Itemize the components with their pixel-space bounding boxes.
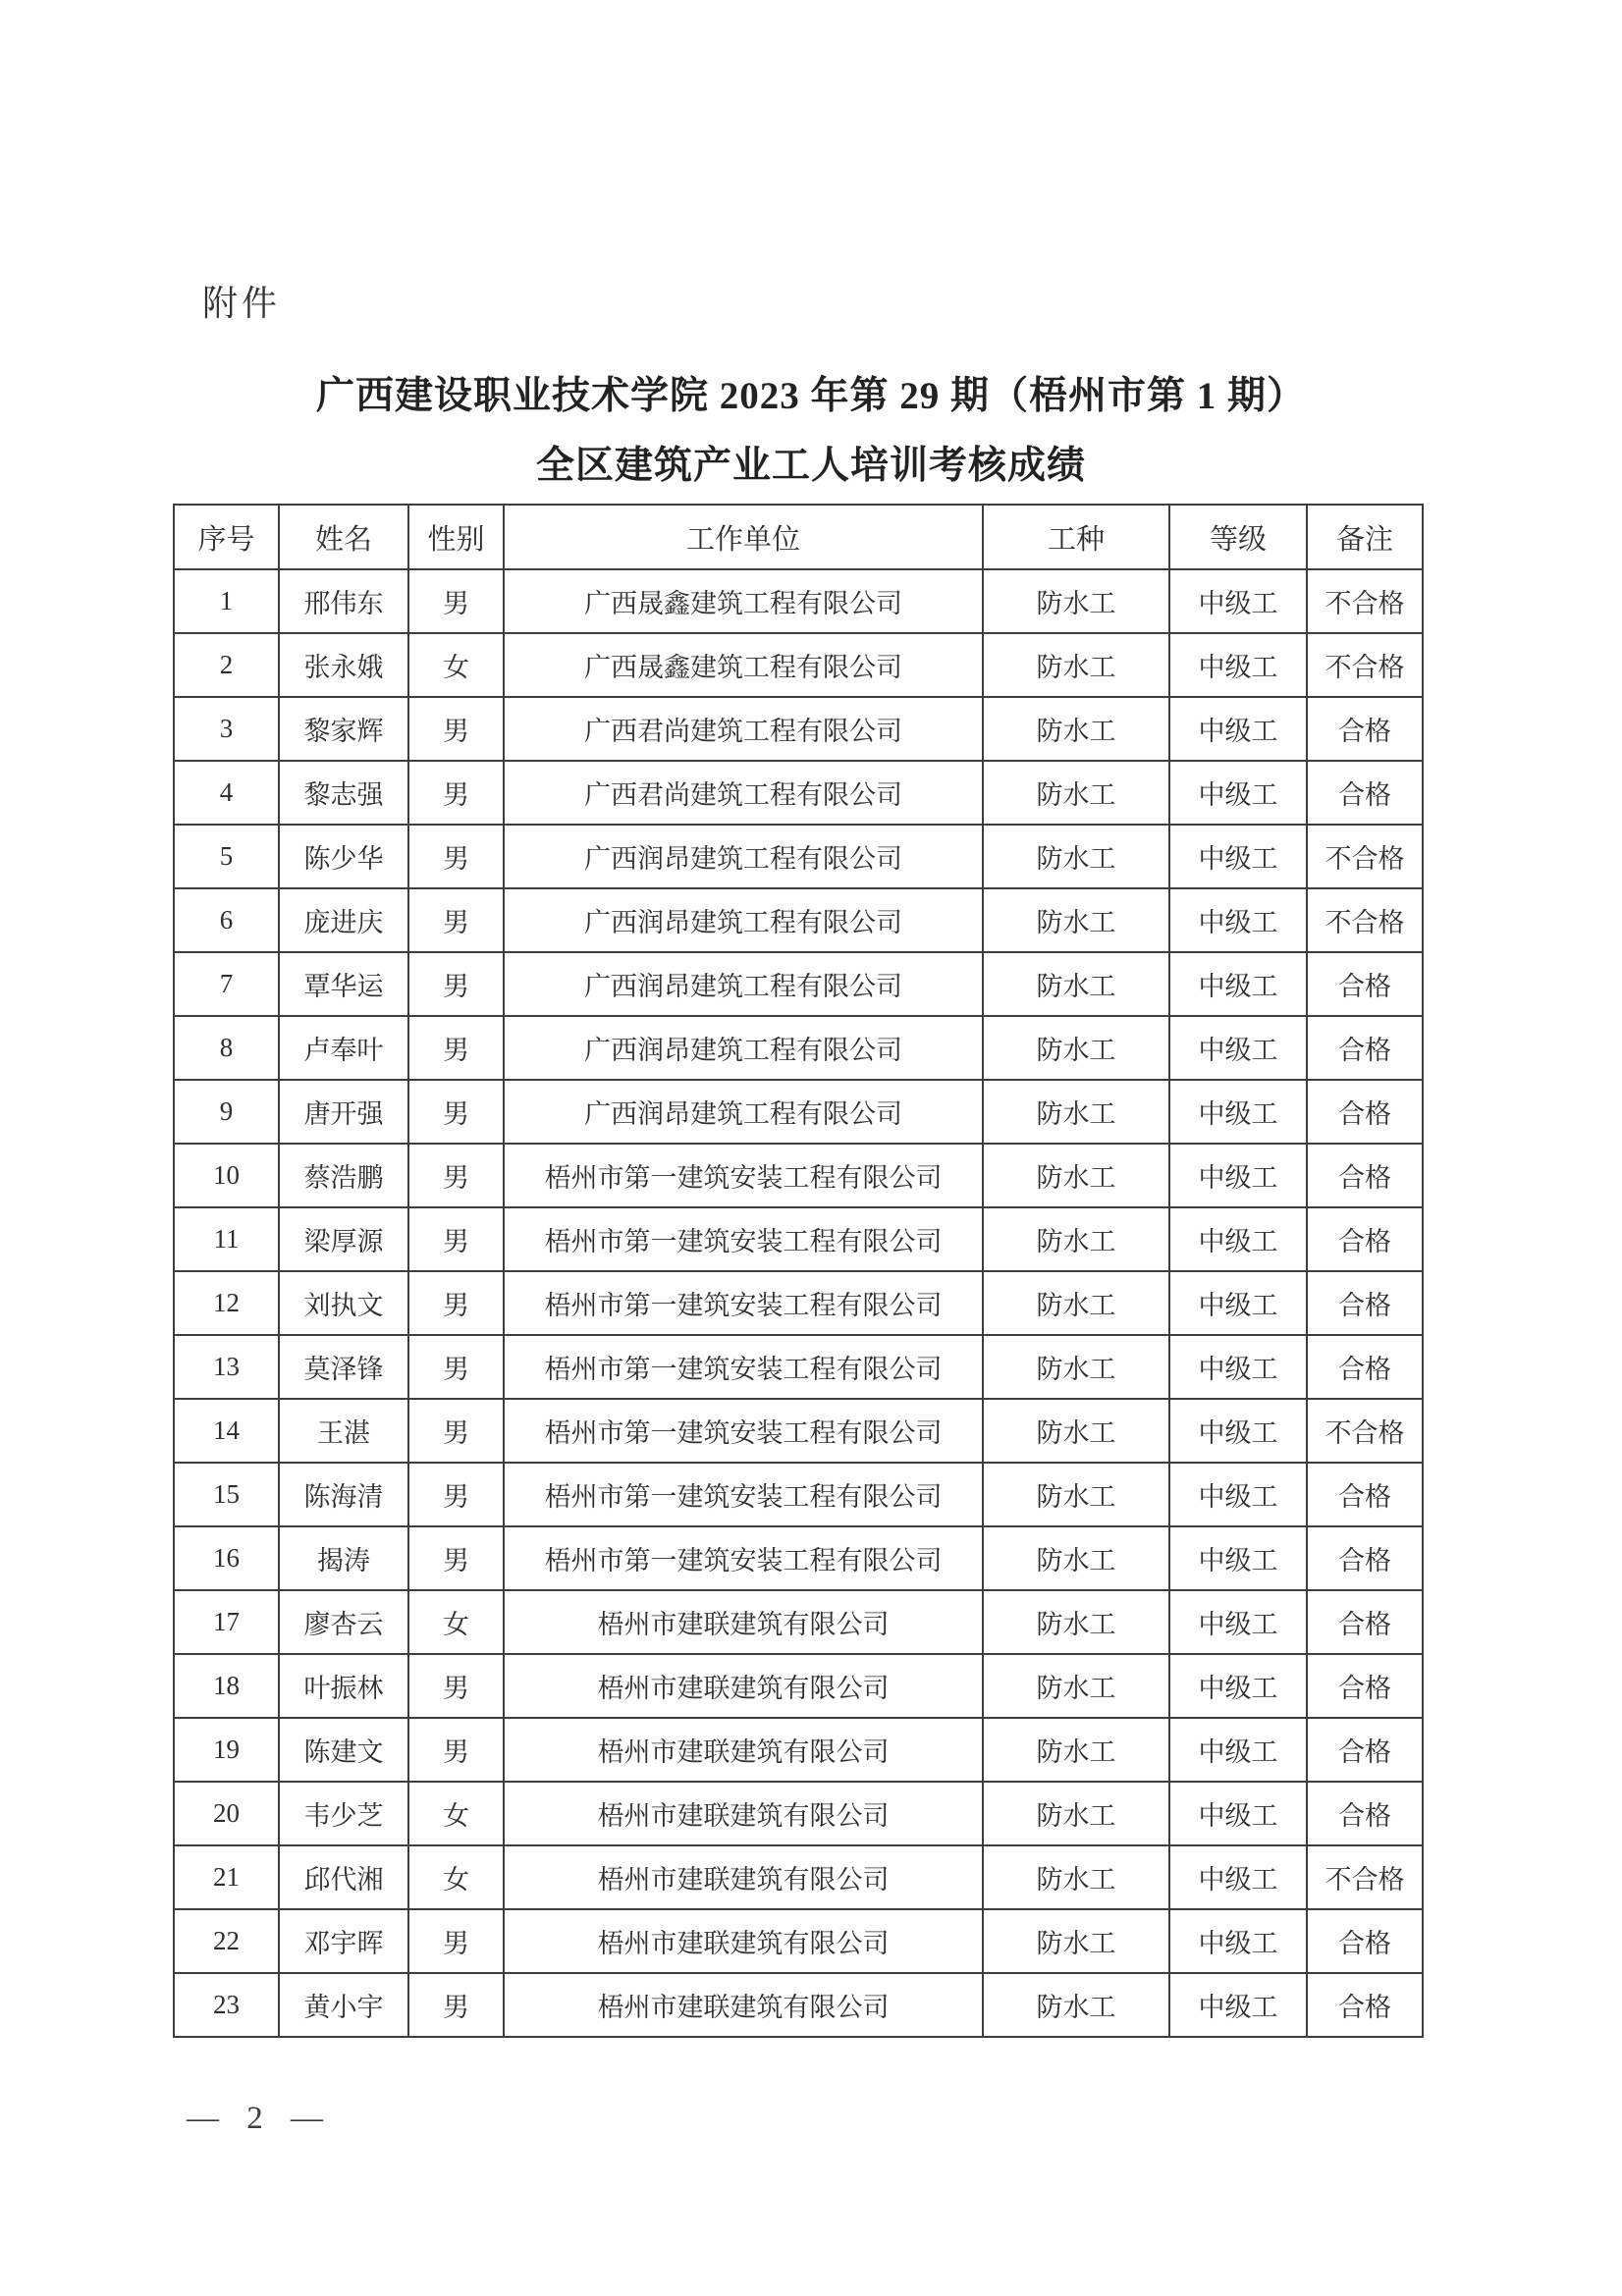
cell-seq-no: 21: [174, 1845, 279, 1909]
cell-seq-no: 2: [174, 633, 279, 697]
attachment-label: 附件: [202, 284, 282, 323]
table-row: [174, 1526, 1423, 1590]
cell-gender: 男: [408, 1271, 504, 1335]
cell-seq-no: 9: [174, 1080, 279, 1144]
cell-seq-no: 3: [174, 697, 279, 761]
cell-work-unit: 广西君尚建筑工程有限公司: [504, 697, 983, 761]
cell-gender: 男: [408, 1144, 504, 1207]
cell-seq-no: 17: [174, 1590, 279, 1654]
cell-work-unit: 梧州市建联建筑有限公司: [504, 1718, 983, 1782]
cell-job-type: 防水工: [983, 1271, 1169, 1335]
cell-remarks: 不合格: [1307, 1845, 1423, 1909]
cell-seq-no: 11: [174, 1207, 279, 1271]
cell-level: 中级工: [1169, 1399, 1307, 1463]
cell-gender: 男: [408, 697, 504, 761]
cell-seq-no: 22: [174, 1909, 279, 1973]
cell-name: 卢奉叶: [279, 1016, 408, 1080]
cell-gender: 男: [408, 952, 504, 1016]
cell-remarks: 合格: [1307, 697, 1423, 761]
cell-work-unit: 广西润昂建筑工程有限公司: [504, 952, 983, 1016]
cell-job-type: 防水工: [983, 1016, 1169, 1080]
table-row: [174, 761, 1423, 825]
cell-job-type: 防水工: [983, 1463, 1169, 1526]
cell-seq-no: 5: [174, 825, 279, 888]
cell-job-type: 防水工: [983, 1782, 1169, 1845]
cell-work-unit: 梧州市建联建筑有限公司: [504, 1654, 983, 1718]
cell-seq-no: 15: [174, 1463, 279, 1526]
table-row: [174, 1909, 1423, 1973]
table-row: [174, 1845, 1423, 1909]
cell-job-type: 防水工: [983, 1973, 1169, 2037]
cell-level: 中级工: [1169, 1590, 1307, 1654]
cell-seq-no: 6: [174, 888, 279, 952]
cell-work-unit: 梧州市第一建筑安装工程有限公司: [504, 1271, 983, 1335]
cell-work-unit: 广西润昂建筑工程有限公司: [504, 1016, 983, 1080]
cell-remarks: 合格: [1307, 1463, 1423, 1526]
cell-seq-no: 10: [174, 1144, 279, 1207]
cell-remarks: 合格: [1307, 1973, 1423, 2037]
cell-job-type: 防水工: [983, 761, 1169, 825]
cell-gender: 女: [408, 633, 504, 697]
cell-seq-no: 13: [174, 1335, 279, 1399]
table-row: [174, 1718, 1423, 1782]
table-row: [174, 1973, 1423, 2037]
cell-name: 黎志强: [279, 761, 408, 825]
table-row: [174, 1590, 1423, 1654]
cell-level: 中级工: [1169, 1654, 1307, 1718]
cell-job-type: 防水工: [983, 1590, 1169, 1654]
cell-level: 中级工: [1169, 1718, 1307, 1782]
document-title-line2: 全区建筑产业工人培训考核成绩: [535, 445, 1086, 487]
table-row: [174, 1271, 1423, 1335]
cell-level: 中级工: [1169, 888, 1307, 952]
table-row: [174, 633, 1423, 697]
cell-seq-no: 1: [174, 569, 279, 633]
cell-remarks: 不合格: [1307, 569, 1423, 633]
cell-gender: 男: [408, 1909, 504, 1973]
cell-gender: 男: [408, 888, 504, 952]
cell-level: 中级工: [1169, 952, 1307, 1016]
cell-remarks: 合格: [1307, 952, 1423, 1016]
cell-name: 叶振林: [279, 1654, 408, 1718]
cell-remarks: 合格: [1307, 1144, 1423, 1207]
cell-gender: 男: [408, 569, 504, 633]
table-row: [174, 1654, 1423, 1718]
table-row: [174, 697, 1423, 761]
cell-work-unit: 广西润昂建筑工程有限公司: [504, 825, 983, 888]
cell-name: 揭涛: [279, 1526, 408, 1590]
cell-level: 中级工: [1169, 761, 1307, 825]
cell-level: 中级工: [1169, 1845, 1307, 1909]
cell-gender: 女: [408, 1590, 504, 1654]
cell-level: 中级工: [1169, 633, 1307, 697]
header-seq-no: 序号: [174, 505, 279, 569]
document-title-line1: 广西建设职业技术学院 2023 年第 29 期（梧州市第 1 期）: [315, 375, 1306, 417]
cell-gender: 男: [408, 761, 504, 825]
table-row: [174, 825, 1423, 888]
table-row: [174, 1144, 1423, 1207]
cell-level: 中级工: [1169, 1463, 1307, 1526]
table-row: [174, 1399, 1423, 1463]
cell-work-unit: 梧州市第一建筑安装工程有限公司: [504, 1335, 983, 1399]
cell-level: 中级工: [1169, 1144, 1307, 1207]
cell-gender: 男: [408, 1080, 504, 1144]
cell-gender: 男: [408, 1973, 504, 2037]
cell-remarks: 合格: [1307, 1271, 1423, 1335]
cell-level: 中级工: [1169, 1335, 1307, 1399]
cell-seq-no: 7: [174, 952, 279, 1016]
cell-level: 中级工: [1169, 825, 1307, 888]
cell-remarks: 合格: [1307, 1335, 1423, 1399]
cell-work-unit: 广西润昂建筑工程有限公司: [504, 1080, 983, 1144]
table-row: [174, 569, 1423, 633]
cell-job-type: 防水工: [983, 825, 1169, 888]
cell-remarks: 合格: [1307, 1590, 1423, 1654]
cell-level: 中级工: [1169, 1271, 1307, 1335]
cell-job-type: 防水工: [983, 569, 1169, 633]
cell-job-type: 防水工: [983, 633, 1169, 697]
cell-work-unit: 广西晟鑫建筑工程有限公司: [504, 569, 983, 633]
cell-level: 中级工: [1169, 1207, 1307, 1271]
cell-gender: 男: [408, 1207, 504, 1271]
cell-remarks: 不合格: [1307, 633, 1423, 697]
cell-seq-no: 16: [174, 1526, 279, 1590]
cell-work-unit: 梧州市建联建筑有限公司: [504, 1973, 983, 2037]
cell-seq-no: 4: [174, 761, 279, 825]
table-row: [174, 1782, 1423, 1845]
cell-seq-no: 19: [174, 1718, 279, 1782]
cell-job-type: 防水工: [983, 1144, 1169, 1207]
cell-remarks: 合格: [1307, 1718, 1423, 1782]
cell-job-type: 防水工: [983, 1845, 1169, 1909]
cell-job-type: 防水工: [983, 1335, 1169, 1399]
cell-seq-no: 12: [174, 1271, 279, 1335]
cell-job-type: 防水工: [983, 888, 1169, 952]
table-header-row: [174, 505, 1423, 569]
cell-gender: 女: [408, 1782, 504, 1845]
cell-name: 莫泽锋: [279, 1335, 408, 1399]
cell-seq-no: 20: [174, 1782, 279, 1845]
header-level: 等级: [1169, 505, 1307, 569]
cell-remarks: 合格: [1307, 1782, 1423, 1845]
cell-remarks: 合格: [1307, 1909, 1423, 1973]
cell-gender: 男: [408, 1016, 504, 1080]
cell-work-unit: 梧州市第一建筑安装工程有限公司: [504, 1399, 983, 1463]
table-row: [174, 1016, 1423, 1080]
cell-level: 中级工: [1169, 1016, 1307, 1080]
table-row: [174, 888, 1423, 952]
cell-level: 中级工: [1169, 1080, 1307, 1144]
cell-job-type: 防水工: [983, 1526, 1169, 1590]
cell-job-type: 防水工: [983, 1207, 1169, 1271]
header-remarks: 备注: [1307, 505, 1423, 569]
cell-level: 中级工: [1169, 697, 1307, 761]
cell-remarks: 合格: [1307, 1207, 1423, 1271]
cell-remarks: 不合格: [1307, 1399, 1423, 1463]
cell-level: 中级工: [1169, 569, 1307, 633]
cell-work-unit: 广西晟鑫建筑工程有限公司: [504, 633, 983, 697]
cell-name: 邱代湘: [279, 1845, 408, 1909]
header-gender: 性别: [408, 505, 504, 569]
cell-work-unit: 广西君尚建筑工程有限公司: [504, 761, 983, 825]
cell-work-unit: 梧州市建联建筑有限公司: [504, 1782, 983, 1845]
cell-job-type: 防水工: [983, 1909, 1169, 1973]
table-row: [174, 1335, 1423, 1399]
cell-remarks: 不合格: [1307, 888, 1423, 952]
cell-name: 梁厚源: [279, 1207, 408, 1271]
cell-work-unit: 梧州市第一建筑安装工程有限公司: [504, 1526, 983, 1590]
cell-name: 邢伟东: [279, 569, 408, 633]
cell-work-unit: 梧州市第一建筑安装工程有限公司: [504, 1144, 983, 1207]
cell-name: 庞进庆: [279, 888, 408, 952]
cell-seq-no: 23: [174, 1973, 279, 2037]
cell-job-type: 防水工: [983, 1399, 1169, 1463]
header-job-type: 工种: [983, 505, 1169, 569]
cell-gender: 男: [408, 1526, 504, 1590]
cell-name: 覃华运: [279, 952, 408, 1016]
cell-level: 中级工: [1169, 1782, 1307, 1845]
cell-job-type: 防水工: [983, 952, 1169, 1016]
table-row: [174, 1207, 1423, 1271]
cell-gender: 男: [408, 1335, 504, 1399]
cell-seq-no: 18: [174, 1654, 279, 1718]
cell-name: 陈少华: [279, 825, 408, 888]
cell-gender: 男: [408, 1399, 504, 1463]
cell-job-type: 防水工: [983, 1080, 1169, 1144]
results-table: [173, 504, 1424, 2038]
cell-work-unit: 广西润昂建筑工程有限公司: [504, 888, 983, 952]
cell-gender: 女: [408, 1845, 504, 1909]
cell-name: 蔡浩鹏: [279, 1144, 408, 1207]
cell-name: 王湛: [279, 1399, 408, 1463]
cell-name: 陈海清: [279, 1463, 408, 1526]
table-row: [174, 1463, 1423, 1526]
cell-name: 刘执文: [279, 1271, 408, 1335]
cell-work-unit: 梧州市建联建筑有限公司: [504, 1909, 983, 1973]
cell-seq-no: 8: [174, 1016, 279, 1080]
cell-remarks: 合格: [1307, 1526, 1423, 1590]
cell-work-unit: 梧州市第一建筑安装工程有限公司: [504, 1463, 983, 1526]
table-row: [174, 1080, 1423, 1144]
cell-gender: 男: [408, 825, 504, 888]
cell-level: 中级工: [1169, 1909, 1307, 1973]
cell-name: 韦少芝: [279, 1782, 408, 1845]
header-work-unit: 工作单位: [504, 505, 983, 569]
cell-name: 唐开强: [279, 1080, 408, 1144]
table-row: [174, 952, 1423, 1016]
cell-work-unit: 梧州市第一建筑安装工程有限公司: [504, 1207, 983, 1271]
cell-remarks: 合格: [1307, 1016, 1423, 1080]
cell-remarks: 合格: [1307, 1654, 1423, 1718]
cell-name: 邓宇晖: [279, 1909, 408, 1973]
cell-level: 中级工: [1169, 1526, 1307, 1590]
cell-job-type: 防水工: [983, 1654, 1169, 1718]
cell-gender: 男: [408, 1718, 504, 1782]
cell-remarks: 不合格: [1307, 825, 1423, 888]
cell-level: 中级工: [1169, 1973, 1307, 2037]
cell-name: 黄小宇: [279, 1973, 408, 2037]
cell-work-unit: 梧州市建联建筑有限公司: [504, 1845, 983, 1909]
cell-name: 张永娥: [279, 633, 408, 697]
cell-name: 陈建文: [279, 1718, 408, 1782]
cell-remarks: 合格: [1307, 761, 1423, 825]
header-name: 姓名: [279, 505, 408, 569]
cell-gender: 男: [408, 1654, 504, 1718]
cell-seq-no: 14: [174, 1399, 279, 1463]
cell-name: 廖杏云: [279, 1590, 408, 1654]
cell-name: 黎家辉: [279, 697, 408, 761]
cell-remarks: 合格: [1307, 1080, 1423, 1144]
cell-job-type: 防水工: [983, 1718, 1169, 1782]
cell-gender: 男: [408, 1463, 504, 1526]
page-number: — 2 —: [187, 2101, 333, 2136]
cell-work-unit: 梧州市建联建筑有限公司: [504, 1590, 983, 1654]
cell-job-type: 防水工: [983, 697, 1169, 761]
